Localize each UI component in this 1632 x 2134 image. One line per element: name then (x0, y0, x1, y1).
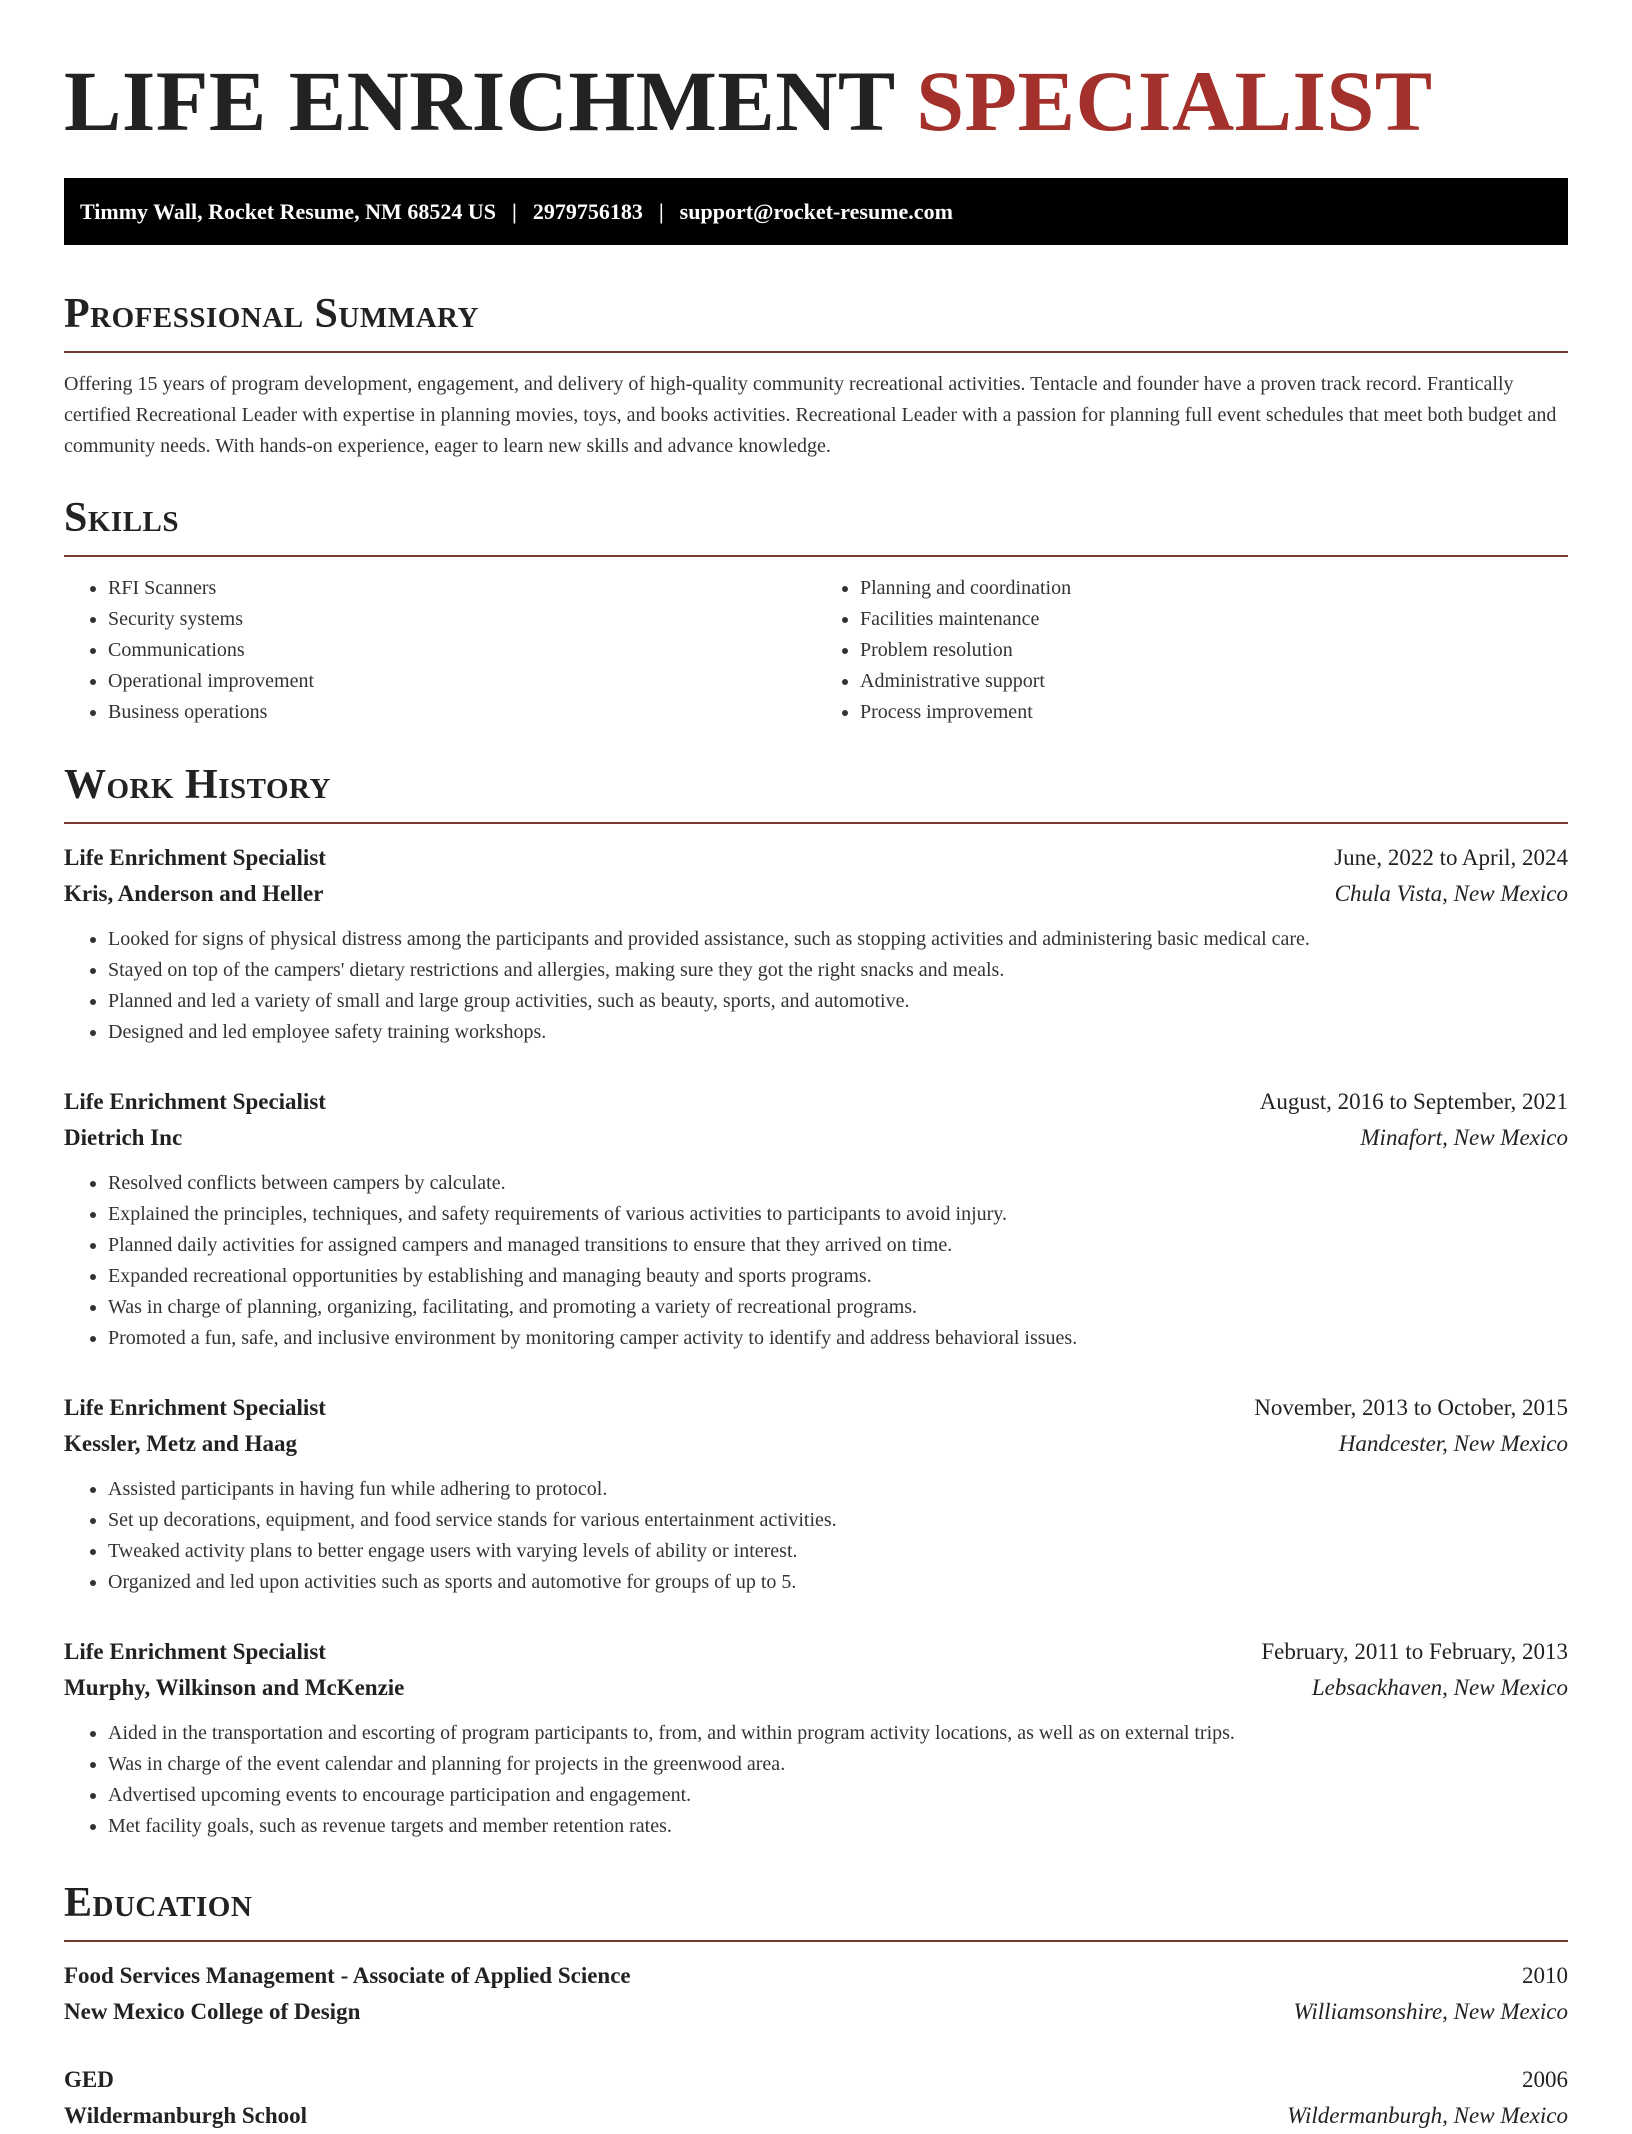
skill-item: • Process improvement (860, 697, 1568, 728)
job-header-row (64, 840, 1568, 876)
education-year: 2010 (1522, 1963, 1568, 1988)
job-company-row (64, 876, 1568, 912)
job-bullet: • Stayed on top of the campers' dietary restrictions and allergies, making sure they got the right snacks and meals. (108, 955, 1568, 986)
education-header-row (64, 1958, 1568, 1994)
skill-item: • Facilities maintenance (860, 604, 1568, 635)
job-bullets (64, 1168, 1568, 1354)
job-dates: November, 2013 to October, 2015 (1254, 1395, 1568, 1420)
job-title: Life Enrichment Specialist (64, 1089, 326, 1114)
section-divider (64, 351, 1568, 353)
contact-phone[interactable]: 2979756183 (532, 198, 643, 224)
section-title-work-history: Work History (64, 762, 331, 808)
job-bullet: • Organized and led upon activities such as sports and automotive for groups of up to 5. (108, 1567, 1568, 1598)
education-location: Wildermanburgh, New Mexico (1287, 2103, 1568, 2128)
skill-item: • Security systems (108, 604, 816, 635)
job-dates: February, 2011 to February, 2013 (1261, 1639, 1568, 1664)
contact-bar (64, 178, 1568, 245)
job-bullet: • Looked for signs of physical distress among the participants and provided assistance, such as stopping activities and administering basic medical care. (108, 924, 1568, 955)
contact-email[interactable]: support@rocket-resume.com (679, 198, 953, 224)
job-entry (64, 840, 1568, 1048)
education-school-row (64, 2098, 1568, 2134)
education-location: Williamsonshire, New Mexico (1293, 1999, 1568, 2024)
skill-item: • Problem resolution (860, 635, 1568, 666)
resume-page (64, 0, 1568, 2134)
job-entry (64, 1390, 1568, 1598)
education-school: New Mexico College of Design (64, 1999, 361, 2024)
job-dates: August, 2016 to September, 2021 (1259, 1089, 1568, 1114)
contact-separator: | (658, 198, 664, 224)
job-location: Minafort, New Mexico (1360, 1125, 1568, 1150)
job-company-row (64, 1670, 1568, 1706)
education-school: Wildermanburgh School (64, 2103, 308, 2128)
education-school-row (64, 1994, 1568, 2030)
skill-item: • Administrative support (860, 666, 1568, 697)
resume-title (64, 53, 1568, 149)
job-bullets (64, 1474, 1568, 1598)
job-title: Life Enrichment Specialist (64, 1639, 326, 1664)
job-title: Life Enrichment Specialist (64, 845, 326, 870)
section-title-skills: Skills (64, 495, 180, 541)
job-company: Dietrich Inc (64, 1125, 183, 1150)
job-bullet: • Met facility goals, such as revenue targets and member retention rates. (108, 1811, 1568, 1842)
job-bullet: • Planned and led a variety of small and large group activities, such as beauty, sports, and automotive. (108, 986, 1568, 1017)
job-company-row (64, 1120, 1568, 1156)
job-bullet: • Expanded recreational opportunities by establishing and managing beauty and sports programs. (108, 1261, 1568, 1292)
job-bullets (64, 924, 1568, 1048)
education-degree: Food Services Management - Associate of Applied Science (64, 1963, 631, 1988)
job-bullet: • Explained the principles, techniques, and safety requirements of various activities to participants to avoid injury. (108, 1199, 1568, 1230)
contact-address: Timmy Wall, Rocket Resume, NM 68524 US (80, 198, 496, 224)
job-location: Chula Vista, New Mexico (1334, 881, 1568, 906)
job-company-row (64, 1426, 1568, 1462)
skill-item: • RFI Scanners (108, 573, 816, 604)
skills-column-left (64, 573, 816, 728)
skill-item: • Business operations (108, 697, 816, 728)
title-main: LIFE ENRICHMENT (64, 53, 895, 149)
summary-text: Offering 15 years of program development, engagement, and delivery of high-quality community recreational activities. Tentacle and founder have a proven track record. Frantically certified Recreational Leader with expertise in planning movies, toys, and books activities. Recreational Leader with a passion for planning full event schedules that meet both budget and community needs. With hands-on experience, eager to learn new skills and advance knowledge. (64, 373, 1557, 457)
job-bullet: • Was in charge of the event calendar and planning for projects in the greenwood area. (108, 1749, 1568, 1780)
skill-item: • Planning and coordination (860, 573, 1568, 604)
job-bullet: • Designed and led employee safety training workshops. (108, 1017, 1568, 1048)
job-bullet: • Advertised upcoming events to encourage participation and engagement. (108, 1780, 1568, 1811)
job-header-row (64, 1390, 1568, 1426)
job-entry (64, 1634, 1568, 1842)
section-divider (64, 822, 1568, 824)
job-header-row (64, 1084, 1568, 1120)
job-bullet: • Was in charge of planning, organizing, facilitating, and promoting a variety of recreational programs. (108, 1292, 1568, 1323)
skills-list (64, 573, 1568, 728)
job-company: Murphy, Wilkinson and McKenzie (64, 1675, 405, 1700)
job-company: Kessler, Metz and Haag (64, 1431, 297, 1456)
job-dates: June, 2022 to April, 2024 (1334, 845, 1568, 870)
skills-column-right (816, 573, 1568, 728)
job-bullet: • Promoted a fun, safe, and inclusive environment by monitoring camper activity to identify and address behavioral issues. (108, 1323, 1568, 1354)
job-company: Kris, Anderson and Heller (64, 881, 324, 906)
education-year: 2006 (1522, 2067, 1568, 2092)
job-bullet: • Planned daily activities for assigned campers and managed transitions to ensure that they arrived on time. (108, 1230, 1568, 1261)
job-bullets (64, 1718, 1568, 1842)
section-title-education: Education (64, 1880, 253, 1926)
job-bullet: • Resolved conflicts between campers by calculate. (108, 1168, 1568, 1199)
job-location: Handcester, New Mexico (1338, 1431, 1568, 1456)
education-degree: GED (64, 2067, 114, 2092)
job-entry (64, 1084, 1568, 1354)
job-bullet: • Assisted participants in having fun while adhering to protocol. (108, 1474, 1568, 1505)
job-title: Life Enrichment Specialist (64, 1395, 326, 1420)
section-divider (64, 555, 1568, 557)
skill-item: • Communications (108, 635, 816, 666)
contact-separator: | (511, 198, 517, 224)
education-header-row (64, 2062, 1568, 2098)
skill-item: • Operational improvement (108, 666, 816, 697)
section-divider (64, 1940, 1568, 1942)
title-accent: SPECIALIST (916, 53, 1433, 149)
job-header-row (64, 1634, 1568, 1670)
job-bullet: • Tweaked activity plans to better engage users with varying levels of ability or interest. (108, 1536, 1568, 1567)
education-entry (64, 2062, 1568, 2134)
job-bullet: • Set up decorations, equipment, and food service stands for various entertainment activities. (108, 1505, 1568, 1536)
job-location: Lebsackhaven, New Mexico (1311, 1675, 1568, 1700)
education-entry (64, 1958, 1568, 2030)
section-title-summary: Professional Summary (64, 291, 479, 337)
job-bullet: • Aided in the transportation and escorting of program participants to, from, and within program activity locations, as well as on external trips. (108, 1718, 1568, 1749)
